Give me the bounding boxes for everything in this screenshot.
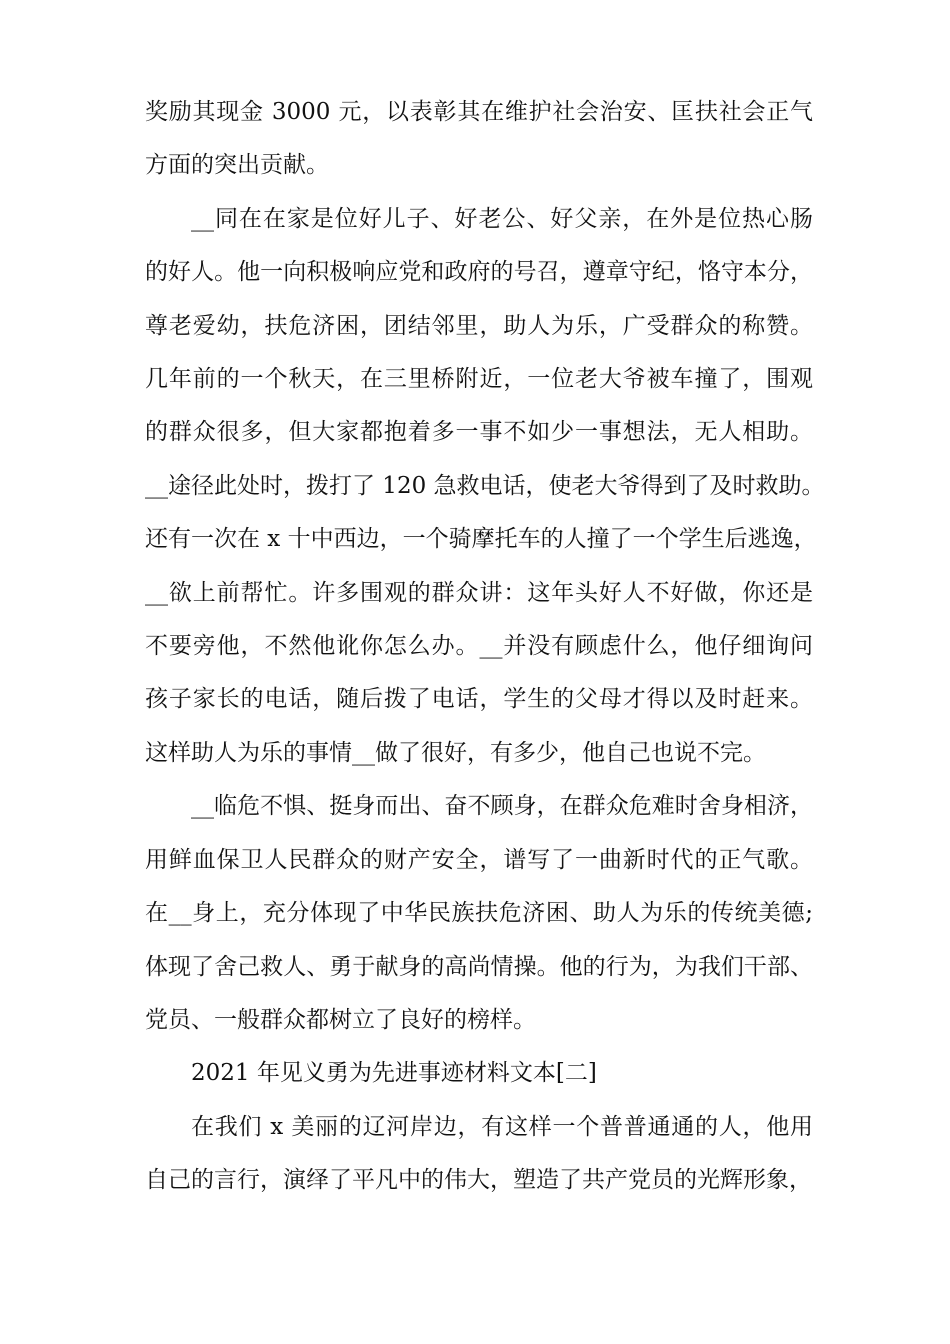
text-line: __临危不惧、挺身而出、奋不顾身，在群众危难时舍身相济， xyxy=(191,793,813,820)
text-line: 奖励其现金 3000 元，以表彰其在维护社会治安、匡扶社会正气 xyxy=(145,99,813,125)
text-line: 几年前的一个秋天，在三里桥附近，一位老大爷被车撞了，围观 xyxy=(145,366,813,393)
text-line: __同在在家是位好儿子、好老公、好父亲，在外是位热心肠 xyxy=(191,205,813,232)
text-line: 尊老爱幼，扶危济困，团结邻里，助人为乐，广受群众的称赞。 xyxy=(145,312,813,339)
text-line: 不要旁他，不然他讹你怎么办。__并没有顾虑什么，他仔细询问 xyxy=(145,633,813,660)
text-line: __欲上前帮忙。许多围观的群众讲：这年头好人不好做，你还是 xyxy=(145,579,813,606)
text-line: 孩子家长的电话，随后拨了电话，学生的父母才得以及时赶来。 xyxy=(145,686,813,713)
text-line: 用鲜血保卫人民群众的财产安全，谱写了一曲新时代的正气歌。 xyxy=(145,846,813,873)
document-body xyxy=(145,86,825,1208)
paragraph xyxy=(145,86,813,193)
text-line: 在__身上，充分体现了中华民族扶危济困、助人为乐的传统美德; xyxy=(145,900,813,927)
text-line: 还有一次在 x 十中西边，一个骑摩托车的人撞了一个学生后逃逸， xyxy=(145,526,817,553)
text-line: 自己的言行，演绎了平凡中的伟大，塑造了共产党员的光辉形象， xyxy=(145,1167,812,1194)
paragraph xyxy=(145,1101,813,1208)
paragraph xyxy=(145,780,813,1047)
paragraph xyxy=(145,193,825,780)
text-line: 体现了舍己救人、勇于献身的高尚情操。他的行为，为我们干部、 xyxy=(145,953,813,980)
text-line: 党员、一般群众都树立了良好的榜样。 xyxy=(145,1006,536,1033)
text-line: __途径此处时，拨打了 120 急救电话，使老大爷得到了及时救助。 xyxy=(145,472,825,499)
text-line: 方面的突出贡献。 xyxy=(145,152,329,179)
text-line: 的群众很多，但大家都抱着多一事不如少一事想法，无人相助。 xyxy=(145,419,813,446)
text-line: 这样助人为乐的事情__做了很好，有多少，他自己也说不完。 xyxy=(145,739,766,766)
paragraph xyxy=(145,1047,813,1100)
text-line: 在我们 x 美丽的辽河岸边，有这样一个普普通通的人，他用 xyxy=(191,1113,813,1140)
text-line: 的好人。他一向积极响应党和政府的号召，遵章守纪，恪守本分， xyxy=(145,259,813,286)
text-line: 2021 年见义勇为先进事迹材料文本[二] xyxy=(191,1060,597,1087)
